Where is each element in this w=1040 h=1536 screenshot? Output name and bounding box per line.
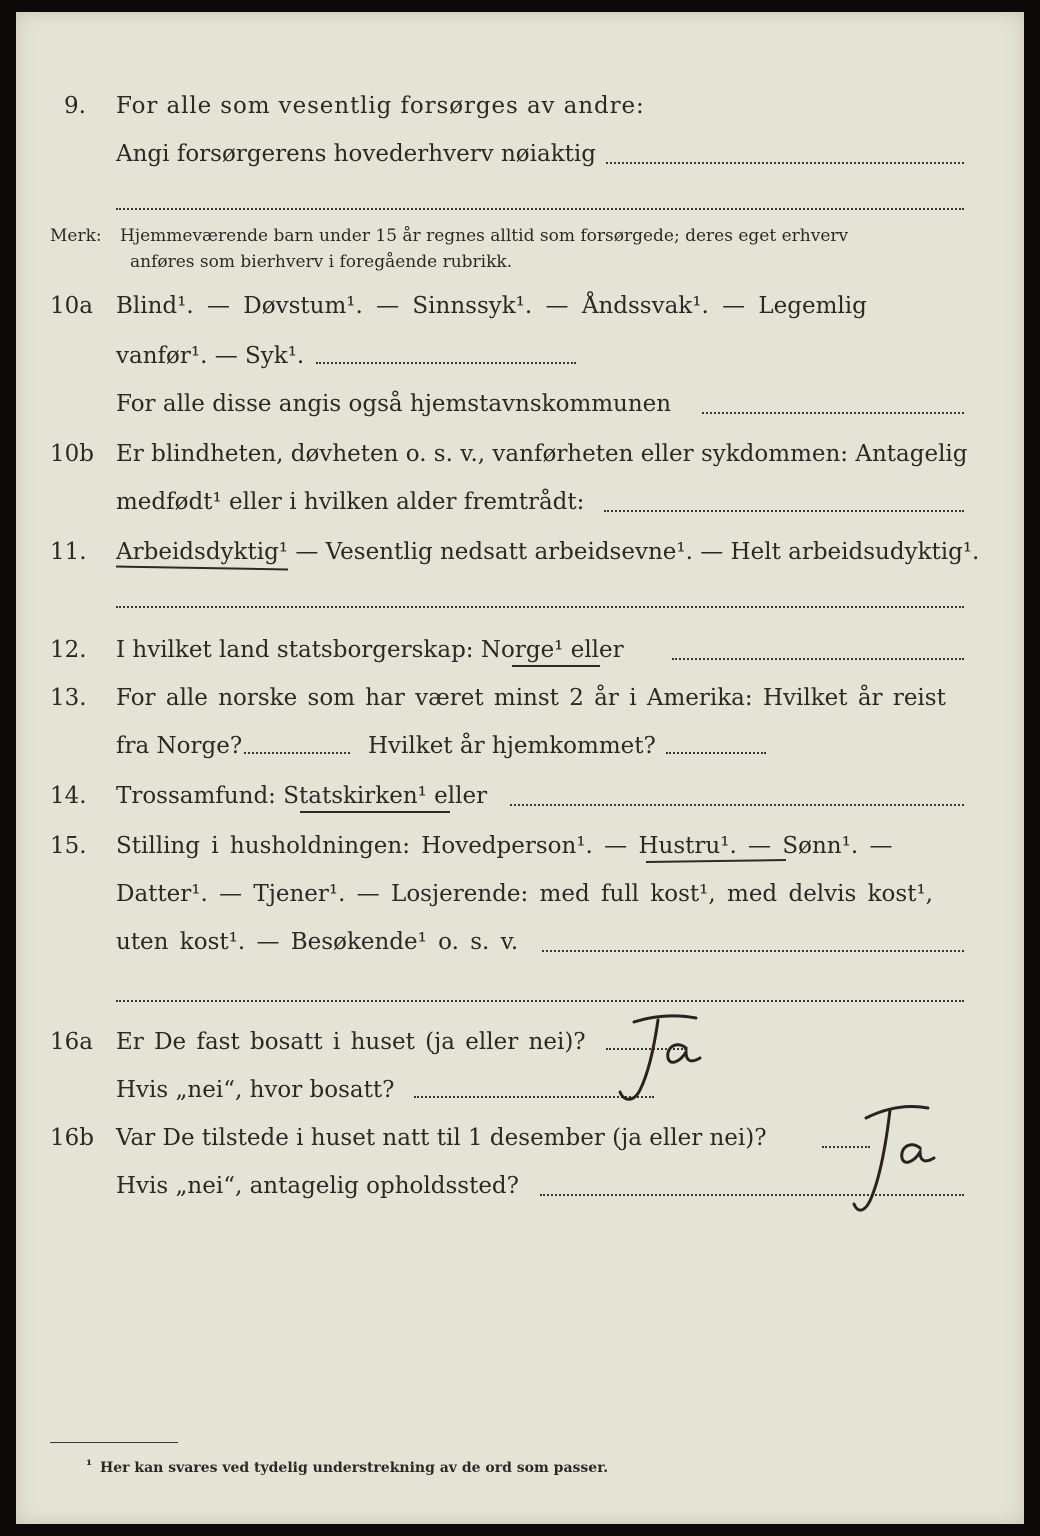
q15-line1 xyxy=(116,832,892,860)
q16b-line2: Hvis „nei“, antagelig opholdssted? xyxy=(116,1173,519,1199)
q10a-home-line xyxy=(702,412,964,414)
footnote-mark: ¹ xyxy=(86,1458,93,1474)
q11-rest: — Vesentlig nedsatt arbeidsevne¹. — Helt arbeidsudyktig¹. xyxy=(288,539,980,565)
q15-option-hustru: Hustru¹ xyxy=(638,833,730,859)
q11-underline-mark xyxy=(116,565,288,570)
q14-line xyxy=(116,782,487,810)
q14-option-statskirken: Statskirken¹ xyxy=(283,783,427,809)
q14-eller: eller xyxy=(426,783,488,809)
q11-option-arbeidsdyktig: Arbeidsdyktig¹ xyxy=(116,539,289,565)
q10a-line2: vanfør¹. — Syk¹. xyxy=(116,343,305,369)
q12-eller: eller xyxy=(563,637,624,663)
note-label: Merk: xyxy=(50,226,102,246)
q16b-line1: Var De tilstede i huset natt til 1 desember (ja eller nei)? xyxy=(116,1125,767,1151)
census-form-page xyxy=(16,12,1024,1524)
q13-reist-line xyxy=(244,752,350,754)
q12-line xyxy=(116,636,624,664)
q14-number: 14. xyxy=(50,783,87,809)
note-line2: anføres som bierhverv i foregående rubrikk. xyxy=(130,252,513,272)
q10b-answer-line xyxy=(604,510,964,512)
q13-hjemkommet-line xyxy=(666,752,766,754)
q12-text: I hvilket land statsborgerskap: xyxy=(116,637,481,663)
q10b-line1: Er blindheten, døvheten o. s. v., vanførheten eller sykdommen: Antagelig xyxy=(116,441,968,467)
q10a-answer-line xyxy=(316,362,576,364)
q9-number: 9. xyxy=(64,93,86,119)
q12-number: 12. xyxy=(50,637,87,663)
q16a-number: 16a xyxy=(50,1029,93,1055)
q15-separator xyxy=(116,1000,964,1002)
q10b-number: 10b xyxy=(50,441,94,467)
q15-line3: uten kost¹. — Besøkende¹ o. s. v. xyxy=(116,929,519,955)
q15-rest: . — Sønn¹. — xyxy=(729,833,893,859)
q15-line2: Datter¹. — Tjener¹. — Losjerende: med full kost¹, med delvis kost¹, xyxy=(116,881,933,907)
q16a-line1: Er De fast bosatt i huset (ja eller nei)? xyxy=(116,1029,586,1055)
q16b-number: 16b xyxy=(50,1125,94,1151)
q15-number: 15. xyxy=(50,833,87,859)
q9-line2: Angi forsørgerens hovederhverv nøiaktig xyxy=(116,141,596,167)
q15-text: Stilling i husholdningen: Hovedperson¹. — xyxy=(116,833,639,859)
q10a-line3: For alle disse angis også hjemstavnskommunen xyxy=(116,391,672,417)
q16a-line2: Hvis „nei“, hvor bosatt? xyxy=(116,1077,395,1103)
q16b-handwritten-answer xyxy=(838,1100,954,1220)
q16a-handwritten-answer xyxy=(612,1008,722,1112)
q12-option-norge: Norge¹ xyxy=(480,637,564,663)
q9-separator xyxy=(116,208,964,210)
q10a-number: 10a xyxy=(50,293,93,319)
q13-line2a: fra Norge? xyxy=(116,733,243,759)
note-line1: Hjemmeværende barn under 15 år regnes alltid som forsørgede; deres eget erhverv xyxy=(120,226,849,246)
q13-number: 13. xyxy=(50,685,87,711)
q13-line2b: Hvilket år hjemkommet? xyxy=(368,733,656,759)
q14-underline-mark xyxy=(300,811,450,813)
q12-answer-line xyxy=(672,658,964,660)
q11-separator xyxy=(116,606,964,608)
q15-answer-line xyxy=(542,950,964,952)
q9-answer-line xyxy=(606,162,964,164)
q11-line xyxy=(116,538,979,566)
footnote-rule xyxy=(50,1442,178,1443)
q9-line1: For alle som vesentlig forsørges av andre: xyxy=(116,93,645,119)
q10a-line1: Blind¹. — Døvstum¹. — Sinnssyk¹. — Åndssvak¹. — Legemlig xyxy=(116,293,867,319)
q11-number: 11. xyxy=(50,539,87,565)
q14-answer-line xyxy=(510,804,964,806)
q12-underline-mark xyxy=(512,665,600,667)
q13-line1: For alle norske som har været minst 2 år i Amerika: Hvilket år reist xyxy=(116,685,946,711)
q10b-line2: medfødt¹ eller i hvilken alder fremtrådt: xyxy=(116,489,585,515)
footnote-text: Her kan svares ved tydelig understrekning av de ord som passer. xyxy=(100,1460,609,1476)
q14-text: Trossamfund: xyxy=(116,783,284,809)
